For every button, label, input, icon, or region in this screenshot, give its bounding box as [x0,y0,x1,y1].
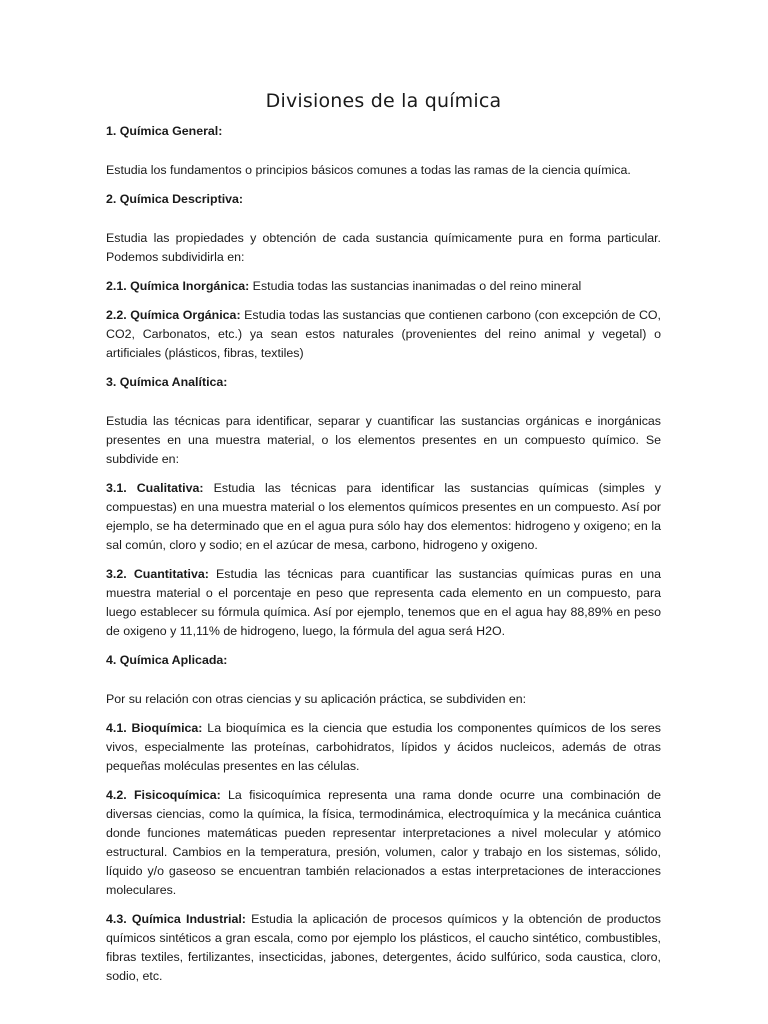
paragraph [106,412,661,469]
document-page [106,90,661,996]
paragraph [106,161,661,180]
document-title: Divisiones de la química [265,90,502,112]
section-heading: 4. Química Aplicada: [106,653,228,667]
subsection-lead: 4.1. Bioquímica: [106,721,203,735]
subsection-paragraph [106,306,661,363]
paragraph [106,229,661,267]
paragraph-text: La bioquímica es la ciencia que estudia los componentes químicos de los seres vivos, especialmente las proteínas, carbohidratos, lípidos y ácidos nucleicos, además de otras pequeñas moléculas presentes en las células. [106,721,661,773]
section-heading: 3. Química Analítica: [106,375,228,389]
paragraph-text: Por su relación con otras ciencias y su aplicación práctica, se subdividen en: [106,692,527,706]
subsection-paragraph [106,479,661,555]
subsection-lead: 2.1. Química Inorgánica: [106,279,250,293]
paragraph-text: Estudia las propiedades y obtención de cada sustancia químicamente pura en forma particular. Podemos subdividirla en: [106,231,661,264]
subsection-paragraph [106,719,661,776]
paragraph-text: Estudia las técnicas para identificar las sustancias químicas (simples y compuestas) en una muestra material o los elementos químicos presentes en un compuesto. Así por ejemplo, se ha determinado que en el agua pura sólo hay dos elementos: hidrogeno y oxigeno; en la sal común, cloro y sodio; en el azúcar de mesa, carbono, hidrogeno y oxigeno. [106,481,661,552]
paragraph-text: Estudia todas las sustancias inanimadas o del reino mineral [249,279,582,293]
paragraph-text: Estudia los fundamentos o principios básicos comunes a todas las ramas de la ciencia química. [106,163,631,177]
subsection-lead: 4.3. Química Industrial: [106,912,246,926]
paragraph [106,690,661,709]
subsection-paragraph [106,910,661,986]
subsection-paragraph [106,786,661,900]
section-heading: 1. Química General: [106,124,223,138]
subsection-lead: 4.2. Fisicoquímica: [106,788,221,802]
subsection-lead: 3.1. Cualitativa: [106,481,204,495]
subsection-paragraph [106,277,661,296]
subsection-lead: 3.2. Cuantitativa: [106,567,209,581]
paragraph-text: Estudia las técnicas para identificar, separar y cuantificar las sustancias orgánicas e inorgánicas presentes en una muestra material, o los elementos presentes en un compuesto químico. Se subdivide en: [106,414,661,466]
subsection-lead: 2.2. Química Orgánica: [106,308,241,322]
paragraph-text: Estudia todas las sustancias que contienen carbono (con excepción de CO, CO2, Carbonatos, etc.) ya sean estos naturales (provenientes del reino animal y vegetal) o artificiales (plásticos, fibras, textiles) [106,308,661,360]
paragraph-text: Estudia la aplicación de procesos químicos y la obtención de productos químicos sintéticos a gran escala, como por ejemplo los plásticos, el caucho sintético, combustibles, fibras textiles, fertilizantes, insecticidas, jabones, detergentes, ácido sulfúrico, soda caustica, cloro, sodio, etc. [106,912,661,983]
section-heading: 2. Química Descriptiva: [106,192,244,206]
paragraph-text: La fisicoquímica representa una rama donde ocurre una combinación de diversas ciencias, como la química, la física, termodinámica, electroquímica y la mecánica cuántica donde funciones matemáticas pueden representar interpretaciones a nivel molecular y atómico estructural. Cambios en la temperatura, presión, volumen, calor y trabajo en los sistemas, sólido, líquido y/o gaseoso se encuentran también relacionados a estas interpretaciones de interacciones moleculares. [106,788,661,897]
subsection-paragraph [106,565,661,641]
paragraph-text: Estudia las técnicas para cuantificar las sustancias químicas puras en una muestra material o el porcentaje en peso que representa cada elemento en un compuesto, para luego establecer su fórmula química. Así por ejemplo, tenemos que en el agua hay 88,89% en peso de oxigeno y 11,11% de hidrogeno, luego, la fórmula del agua será H2O. [106,567,661,638]
